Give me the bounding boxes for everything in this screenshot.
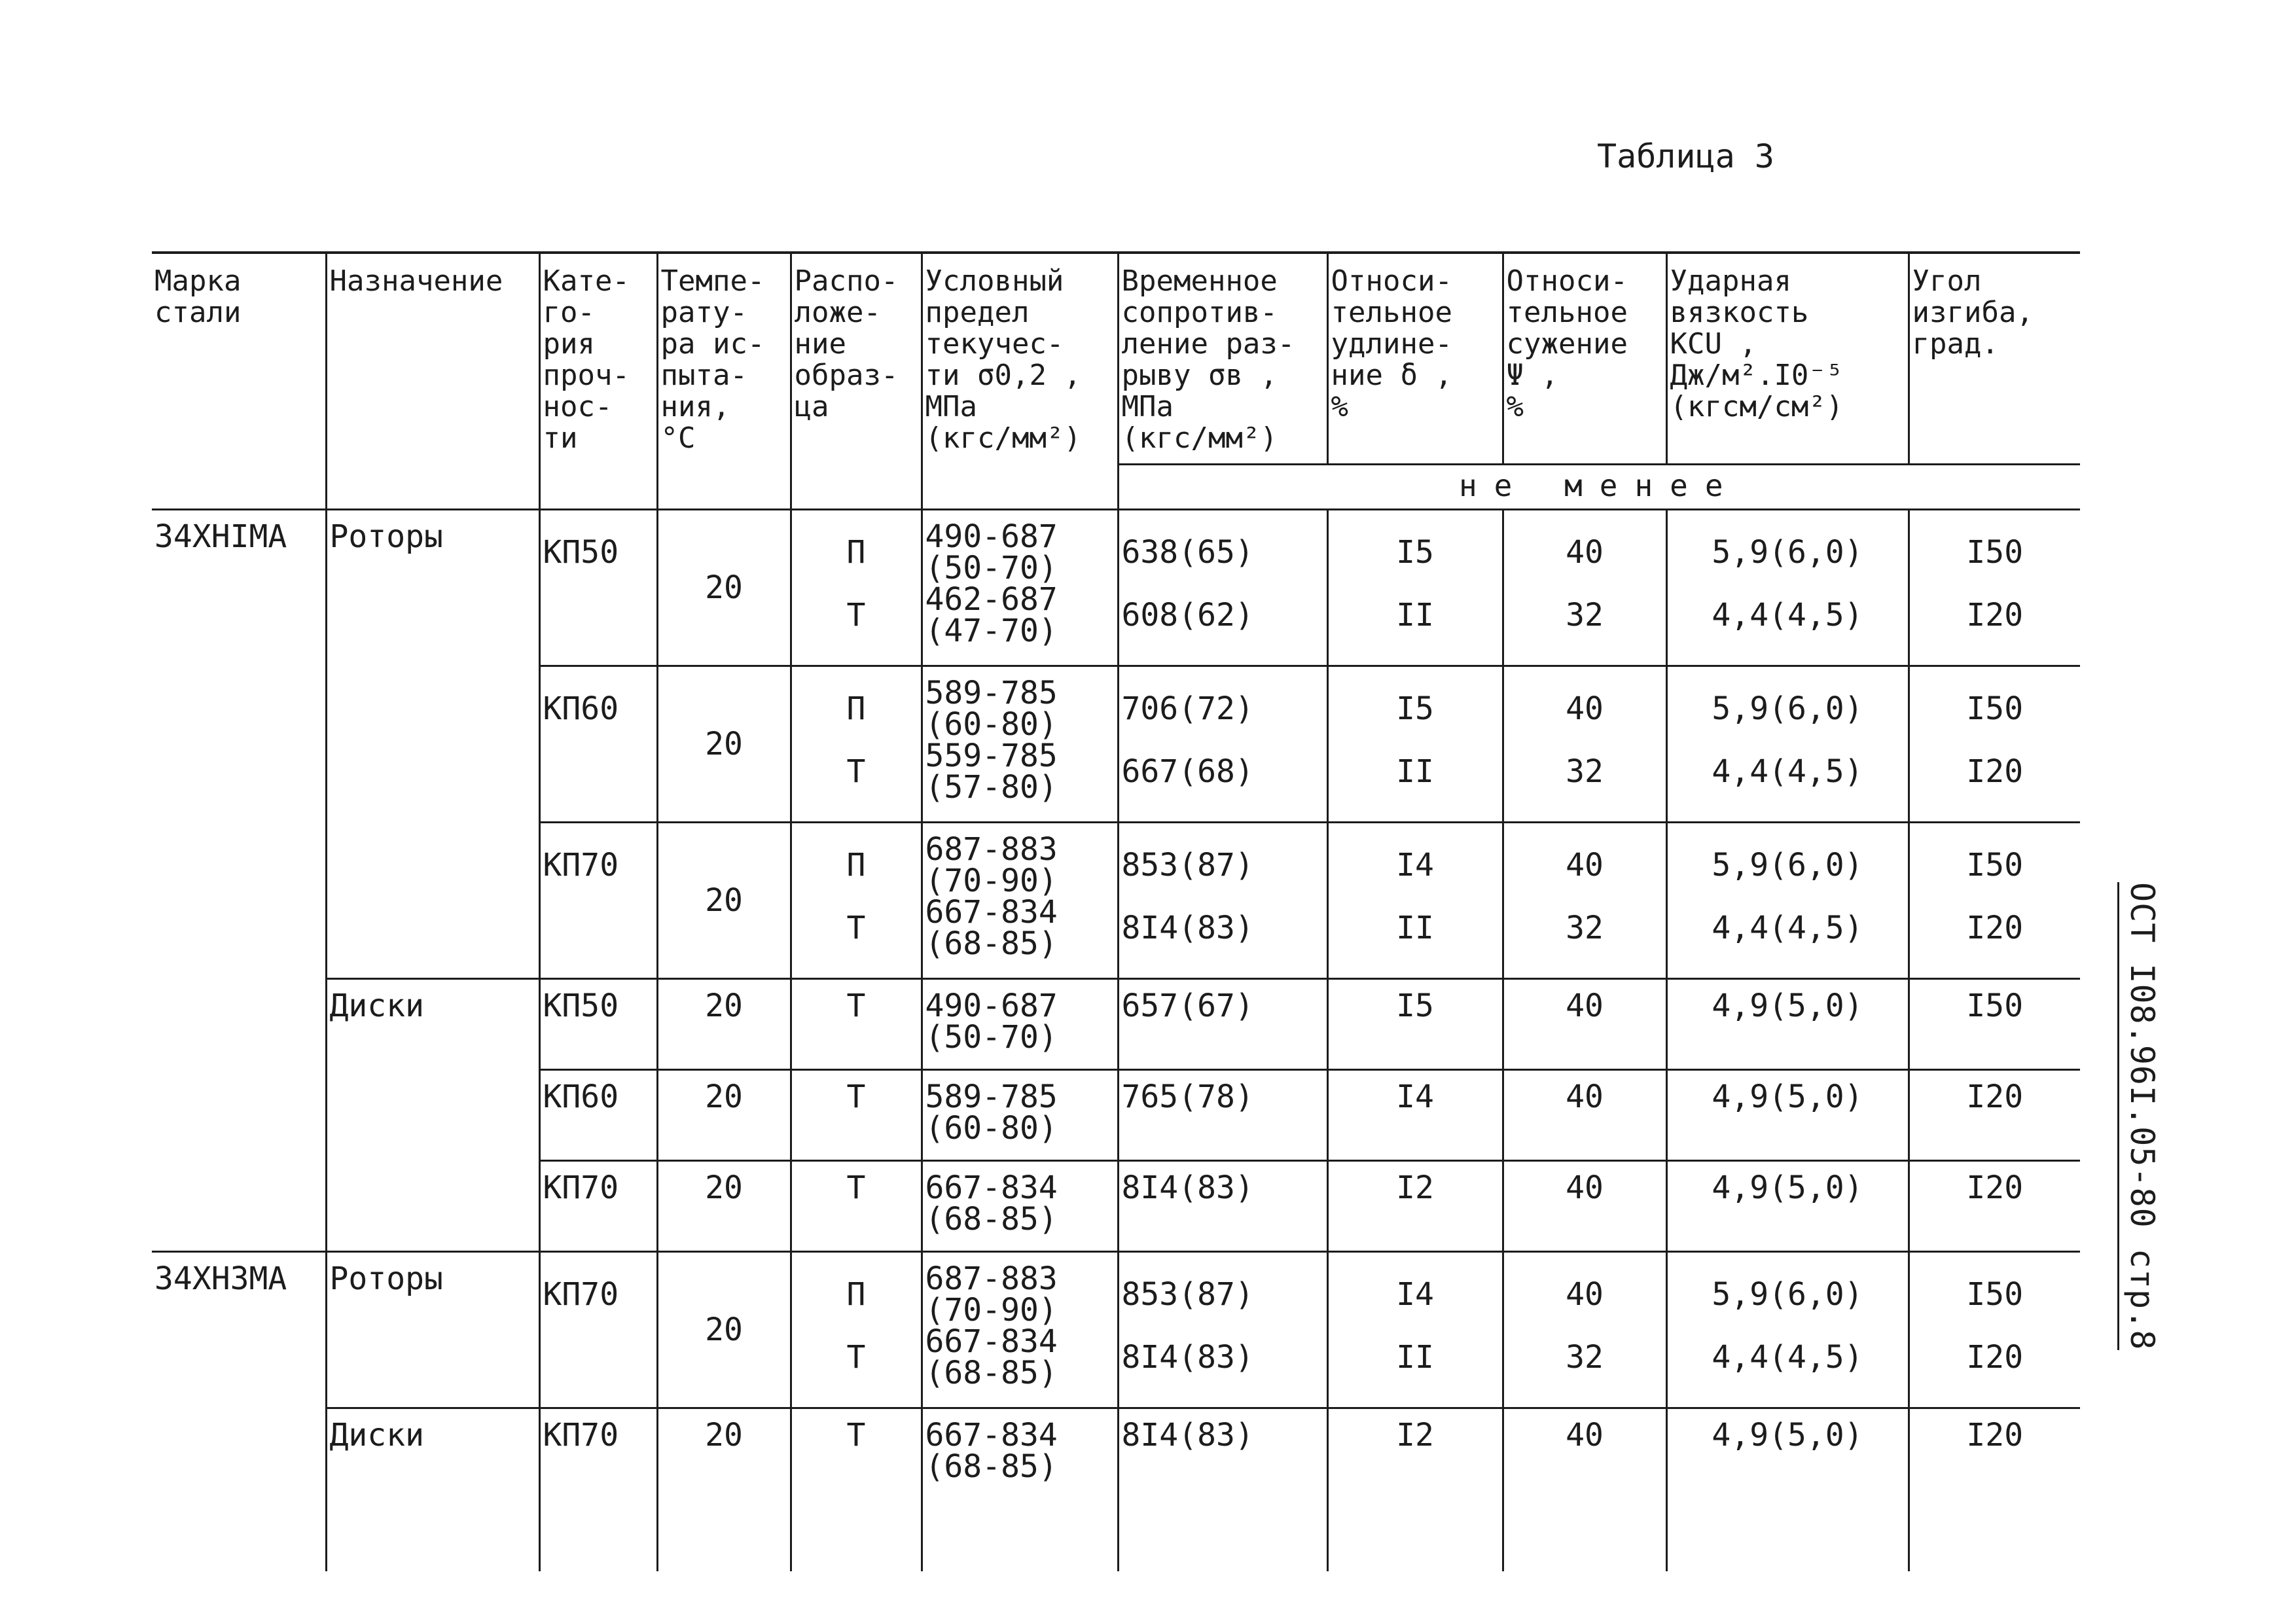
steel-brand-cell-text: 34ХНIМА	[154, 518, 287, 555]
impact-cell-text: 4,9(5,0)	[1712, 988, 1863, 1024]
contraction-cell-text: 40	[1566, 1169, 1604, 1206]
table-body	[152, 510, 2080, 1572]
bend-cell	[1909, 979, 2080, 1070]
yield-cell-text: 687-883 (70-90) 667-834 (68-85)	[925, 831, 1058, 962]
elongation-cell	[1327, 1252, 1503, 1408]
contraction-cell	[1503, 823, 1666, 979]
tensile-cell	[1118, 1070, 1327, 1161]
temperature-cell-text: 20	[705, 1079, 743, 1115]
tensile-cell-text: 765(78)	[1121, 1079, 1254, 1115]
location-cell-text: П Т	[846, 690, 866, 790]
elongation-cell-text: I4 II	[1396, 1276, 1434, 1376]
purpose-cell-text: Диски	[329, 1417, 424, 1454]
header-contraction: Относи- тельное сужение Ψ , %	[1503, 253, 1666, 465]
yield-cell	[922, 979, 1118, 1070]
empty-cell	[1118, 1498, 1327, 1571]
bend-cell-text: I50 I20	[1966, 534, 2024, 633]
category-cell	[539, 510, 657, 666]
yield-cell-text: 589-785 (60-80)	[925, 1079, 1058, 1147]
temperature-cell	[657, 1070, 791, 1161]
elongation-cell-text: I5 II	[1396, 534, 1434, 633]
elongation-cell	[1327, 510, 1503, 666]
table-row	[152, 510, 2080, 666]
category-cell-text: КП70	[543, 847, 619, 883]
empty-cell	[1327, 1498, 1503, 1571]
elongation-cell-text: I5 II	[1396, 690, 1434, 790]
location-cell-text: Т	[846, 988, 866, 1024]
bend-cell	[1909, 1161, 2080, 1252]
empty-cell	[1503, 1498, 1666, 1571]
tensile-cell	[1118, 510, 1327, 666]
temperature-cell-text: 20	[705, 1311, 743, 1348]
elongation-cell	[1327, 979, 1503, 1070]
category-cell-text: КП60	[543, 690, 619, 727]
bend-cell	[1909, 1408, 2080, 1499]
contraction-cell-text: 40	[1566, 988, 1604, 1024]
header-impact-toughness: Ударная вязкость КСU , Дж/м².I0⁻⁵ (кгсм/см²)	[1666, 253, 1909, 465]
location-cell-text: Т	[846, 1417, 866, 1454]
tensile-cell	[1118, 1408, 1327, 1499]
elongation-cell	[1327, 1408, 1503, 1499]
location-cell-text: Т	[846, 1169, 866, 1206]
impact-cell	[1666, 666, 1909, 823]
purpose-cell	[326, 1408, 539, 1572]
elongation-cell-text: I5	[1396, 988, 1434, 1024]
header-brand: Марка стали	[154, 264, 242, 329]
category-cell	[539, 823, 657, 979]
purpose-cell	[326, 510, 539, 979]
impact-cell-text: 4,9(5,0)	[1712, 1169, 1863, 1206]
location-cell-text: Т	[846, 1079, 866, 1115]
tensile-cell	[1118, 666, 1327, 823]
category-cell-text: КП70	[543, 1417, 619, 1454]
impact-cell	[1666, 510, 1909, 666]
impact-cell	[1666, 1161, 1909, 1252]
bend-cell-text: I20	[1966, 1417, 2024, 1454]
impact-cell-text: 5,9(6,0) 4,4(4,5)	[1712, 690, 1863, 790]
tensile-cell	[1118, 979, 1327, 1070]
tensile-cell-text: 853(87) 8I4(83)	[1121, 1276, 1254, 1376]
yield-cell	[922, 1252, 1118, 1408]
location-cell	[791, 1408, 922, 1499]
steel-brand-cell	[152, 1252, 326, 1572]
header-elongation: Относи- тельное удлине- ние δ , %	[1327, 253, 1503, 465]
header-category: Кате- го- рия проч- нос- ти	[539, 253, 657, 465]
tensile-cell	[1118, 1252, 1327, 1408]
steel-brand-cell	[152, 510, 326, 1252]
impact-cell	[1666, 1252, 1909, 1408]
yield-cell-text: 490-687 (50-70)	[925, 988, 1058, 1056]
yield-cell	[922, 1070, 1118, 1161]
bend-cell-text: I20	[1966, 1169, 2024, 1206]
location-cell	[791, 979, 922, 1070]
temperature-cell	[657, 1408, 791, 1499]
temperature-cell	[657, 823, 791, 979]
tensile-cell-text: 657(67)	[1121, 988, 1254, 1024]
empty-cell	[1666, 1498, 1909, 1571]
header-yield-strength: Условный предел текучес- ти σ0,2 , МПа (кгс/мм²)	[922, 253, 1118, 465]
not-less-row	[152, 465, 2080, 510]
empty-cell	[1909, 1498, 2080, 1571]
purpose-cell	[326, 979, 539, 1252]
header-location: Распо- ложе- ние образ- ца	[791, 253, 922, 465]
impact-cell	[1666, 823, 1909, 979]
temperature-cell	[657, 1252, 791, 1408]
impact-cell-text: 4,9(5,0)	[1712, 1417, 1863, 1454]
purpose-cell-text: Диски	[329, 988, 424, 1024]
contraction-cell-text: 40	[1566, 1417, 1604, 1454]
elongation-cell	[1327, 1161, 1503, 1252]
location-cell	[791, 1252, 922, 1408]
bend-cell	[1909, 666, 2080, 823]
location-cell	[791, 666, 922, 823]
category-cell	[539, 1070, 657, 1161]
temperature-cell	[657, 666, 791, 823]
contraction-cell-text: 40 32	[1566, 847, 1604, 946]
impact-cell	[1666, 1408, 1909, 1499]
location-cell	[791, 1070, 922, 1161]
contraction-cell	[1503, 1408, 1666, 1499]
steel-brand-cell-text: 34ХН3МА	[154, 1260, 287, 1297]
header-purpose: Назначение	[326, 253, 539, 465]
header-bend-angle: Угол изгиба, град.	[1909, 253, 2080, 465]
header-tensile-strength: Временное сопротив- ление раз- рыву σв , МПа (кгс/мм²)	[1118, 253, 1327, 465]
yield-cell-text: 667-834 (68-85)	[925, 1169, 1058, 1238]
category-cell	[539, 666, 657, 823]
temperature-cell-text: 20	[705, 882, 743, 919]
table-caption: Таблица 3	[1597, 137, 1774, 175]
temperature-cell	[657, 510, 791, 666]
contraction-cell-text: 40 32	[1566, 534, 1604, 633]
impact-cell-text: 5,9(6,0) 4,4(4,5)	[1712, 847, 1863, 946]
temperature-cell	[657, 1161, 791, 1252]
elongation-cell-text: I4 II	[1396, 847, 1434, 946]
empty-cell	[539, 1498, 657, 1571]
contraction-cell	[1503, 510, 1666, 666]
bend-cell	[1909, 823, 2080, 979]
category-cell	[539, 1252, 657, 1408]
elongation-cell-text: I4	[1396, 1079, 1434, 1115]
table-row	[152, 979, 2080, 1070]
contraction-cell	[1503, 1070, 1666, 1161]
category-cell-text: КП60	[543, 1079, 619, 1115]
temperature-cell-text: 20	[705, 1417, 743, 1454]
tensile-cell-text: 8I4(83)	[1121, 1417, 1254, 1454]
header-temperature: Темпе- рату- ра ис- пыта- ния, °С	[657, 253, 791, 465]
category-cell-text: КП50	[543, 534, 619, 571]
location-cell-text: П Т	[846, 534, 866, 633]
location-cell	[791, 1161, 922, 1252]
bend-cell	[1909, 1252, 2080, 1408]
location-cell	[791, 823, 922, 979]
table-row	[152, 1252, 2080, 1408]
tensile-cell-text: 706(72) 667(68)	[1121, 690, 1254, 790]
empty-cell	[791, 1498, 922, 1571]
temperature-cell-text: 20	[705, 988, 743, 1024]
temperature-cell-text: 20	[705, 726, 743, 762]
location-cell-text: П Т	[846, 847, 866, 946]
elongation-cell-text: I2	[1396, 1169, 1434, 1206]
elongation-cell	[1327, 1070, 1503, 1161]
impact-cell	[1666, 1070, 1909, 1161]
empty-cell	[922, 1498, 1118, 1571]
category-cell-text: КП70	[543, 1169, 619, 1206]
tensile-cell	[1118, 823, 1327, 979]
category-cell-text: КП50	[543, 988, 619, 1024]
elongation-cell	[1327, 823, 1503, 979]
bend-cell-text: I50 I20	[1966, 1276, 2024, 1376]
yield-cell	[922, 1161, 1118, 1252]
temperature-cell	[657, 979, 791, 1070]
temperature-cell-text: 20	[705, 1169, 743, 1206]
yield-cell-text: 667-834 (68-85)	[925, 1417, 1058, 1485]
tensile-cell-text: 853(87) 8I4(83)	[1121, 847, 1254, 946]
contraction-cell	[1503, 666, 1666, 823]
header-row	[152, 253, 2080, 465]
bend-cell	[1909, 510, 2080, 666]
contraction-cell-text: 40 32	[1566, 1276, 1604, 1376]
bend-cell-text: I50 I20	[1966, 847, 2024, 946]
purpose-cell-text: Роторы	[329, 1260, 443, 1297]
category-cell	[539, 1161, 657, 1252]
steel-properties-table	[152, 251, 2080, 1571]
purpose-cell-text: Роторы	[329, 518, 443, 555]
bend-cell-text: I50	[1966, 988, 2024, 1024]
empty-cell	[657, 1498, 791, 1571]
impact-cell-text: 5,9(6,0) 4,4(4,5)	[1712, 534, 1863, 633]
location-cell-text: П Т	[846, 1276, 866, 1376]
tensile-cell	[1118, 1161, 1327, 1252]
location-cell	[791, 510, 922, 666]
purpose-cell	[326, 1252, 539, 1408]
category-cell-text: КП70	[543, 1276, 619, 1313]
yield-cell-text: 589-785 (60-80) 559-785 (57-80)	[925, 675, 1058, 806]
bend-cell	[1909, 1070, 2080, 1161]
impact-cell-text: 5,9(6,0) 4,4(4,5)	[1712, 1276, 1863, 1376]
yield-cell	[922, 666, 1118, 823]
elongation-cell-text: I2	[1396, 1417, 1434, 1454]
table-row	[152, 1408, 2080, 1499]
impact-cell-text: 4,9(5,0)	[1712, 1079, 1863, 1115]
tensile-cell-text: 8I4(83)	[1121, 1169, 1254, 1206]
temperature-cell-text: 20	[705, 569, 743, 606]
elongation-cell	[1327, 666, 1503, 823]
yield-cell-text: 490-687 (50-70) 462-687 (47-70)	[925, 518, 1058, 649]
impact-cell	[1666, 979, 1909, 1070]
contraction-cell-text: 40	[1566, 1079, 1604, 1115]
yield-cell	[922, 823, 1118, 979]
yield-cell	[922, 1408, 1118, 1499]
contraction-cell-text: 40 32	[1566, 690, 1604, 790]
bend-cell-text: I50 I20	[1966, 690, 2024, 790]
yield-cell	[922, 510, 1118, 666]
yield-cell-text: 687-883 (70-90) 667-834 (68-85)	[925, 1260, 1058, 1391]
contraction-cell	[1503, 1161, 1666, 1252]
contraction-cell	[1503, 1252, 1666, 1408]
category-cell	[539, 1408, 657, 1499]
category-cell	[539, 979, 657, 1070]
tensile-cell-text: 638(65) 608(62)	[1121, 534, 1254, 633]
not-less-label: не менее	[1118, 465, 2080, 510]
contraction-cell	[1503, 979, 1666, 1070]
bend-cell-text: I20	[1966, 1079, 2024, 1115]
document-side-label: ОСТ I08.96I.05-80 стр.8	[2117, 882, 2161, 1350]
